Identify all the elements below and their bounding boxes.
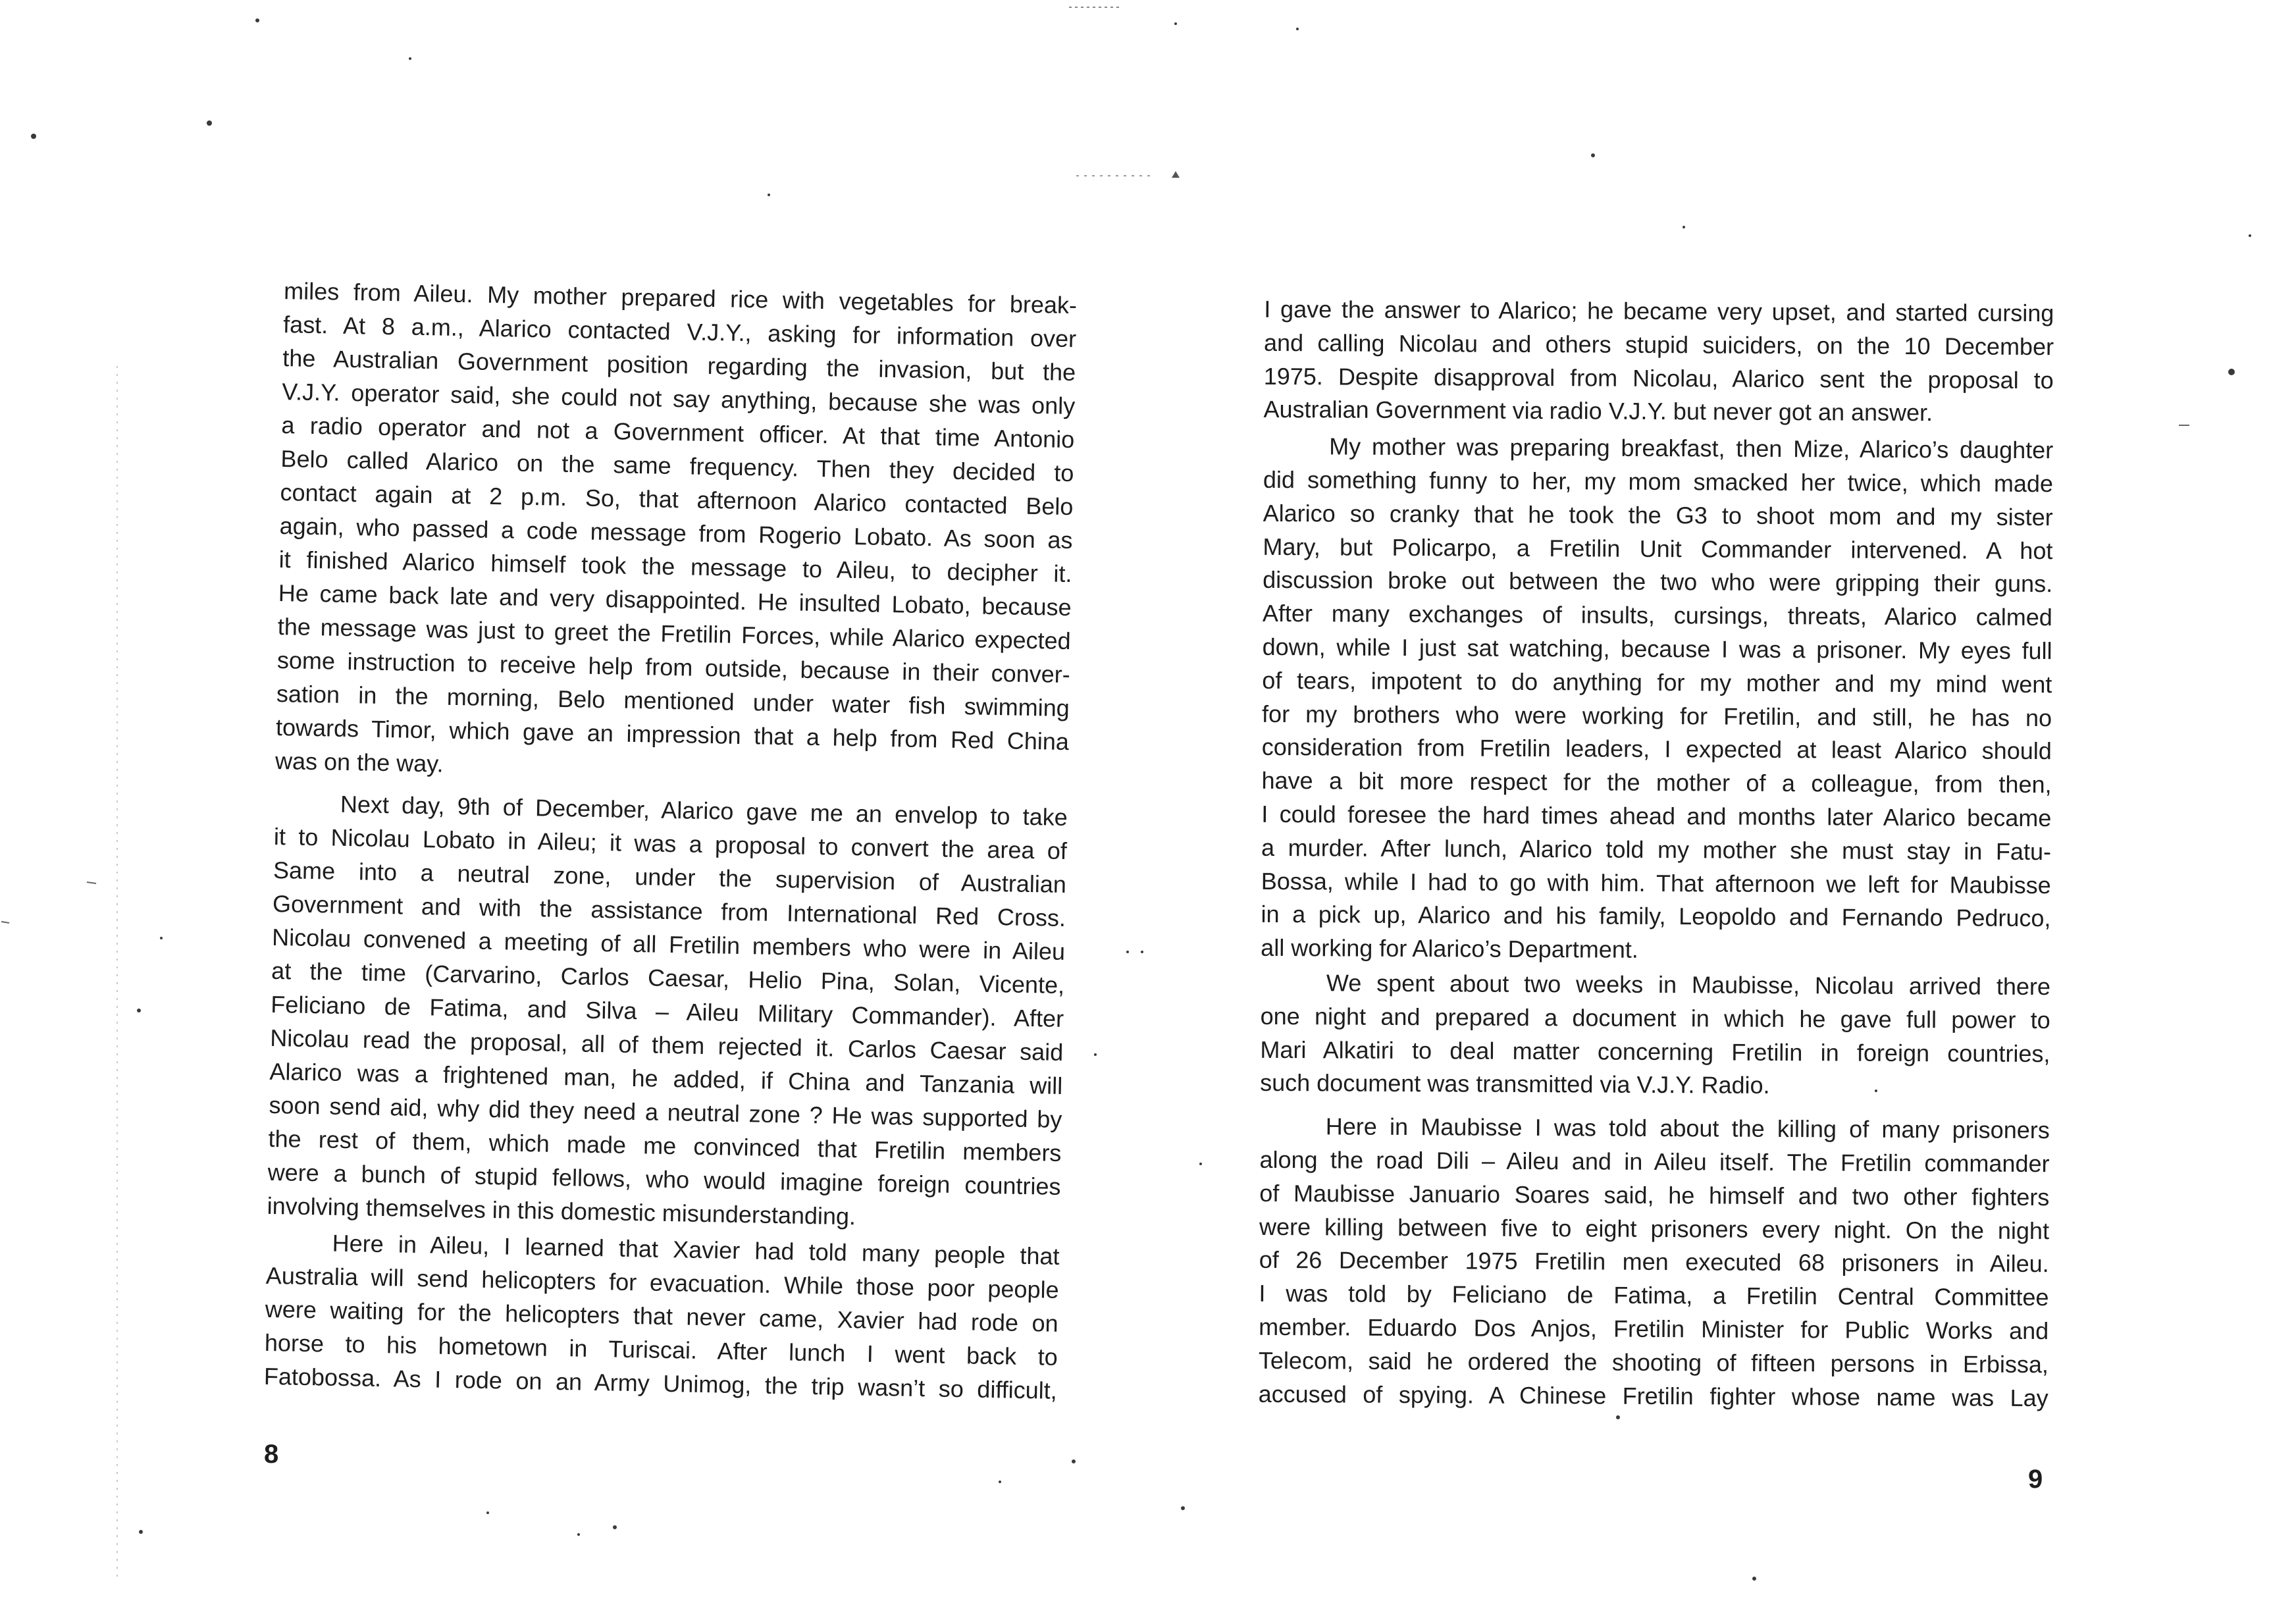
text-line: V.J.Y. operator said, she could not say anything, because she was only bbox=[282, 378, 1076, 420]
text-line: were waiting for the helicopters that never came, Xavier had rode on bbox=[265, 1295, 1059, 1337]
text-line: Here in Maubisse I was told about the killing of many prisoners bbox=[1325, 1113, 2050, 1144]
text-line: Australia will send helicopters for evacuation. While those poor people bbox=[265, 1261, 1059, 1303]
text-line: the Australian Government position regarding the invasion, but the bbox=[282, 344, 1076, 386]
text-line: towards Timor, which gave an impression that a help from Red China bbox=[275, 713, 1070, 756]
text-line: the message was just to greet the Fretilin Forces, while Alarico expected bbox=[277, 613, 1072, 655]
text-line: such document was transmitted via V.J.Y. Radio. bbox=[1260, 1069, 1770, 1099]
text-line: Same into a neutral zone, under the supervision of Australian bbox=[273, 856, 1067, 899]
text-line: it finished Alarico himself took the message to Aileu, to decipher it. bbox=[278, 546, 1072, 588]
text-line: My mother was preparing breakfast, then Mize, Alarico’s daughter bbox=[1329, 433, 2054, 464]
text-line: down, while I just sat watching, because I was a prisoner. My eyes full bbox=[1262, 633, 2052, 665]
text-line: Nicolau convened a meeting of all Fretilin members who were in Aileu bbox=[271, 923, 1066, 966]
text-line: soon send aid, why did they need a neutral zone ? He was supported by bbox=[269, 1091, 1062, 1133]
scan-speck bbox=[1072, 1459, 1076, 1463]
scan-speck bbox=[1126, 951, 1129, 953]
text-line: After many exchanges of insults, cursings, threats, Alarico calmed bbox=[1262, 600, 2052, 631]
text-line: contact again at 2 p.m. So, that afternoon Alarico contacted Belo bbox=[280, 479, 1074, 521]
text-line: did something funny to her, my mom smacked her twice, which made bbox=[1263, 465, 2054, 498]
scan-speck bbox=[1296, 28, 1299, 30]
text-line: Alarico so cranky that he took the G3 to shoot mom and my sister bbox=[1263, 499, 2053, 531]
text-line: Next day, 9th of December, Alarico gave me an envelop to take bbox=[340, 790, 1068, 831]
text-line: of Maubisse Januario Soares said, he himself and two other fighters bbox=[1259, 1179, 2050, 1211]
scan-speck bbox=[207, 120, 212, 126]
text-line: Fatobossa. As I rode on an Army Unimog, the trip wasn’t so difficult, bbox=[263, 1362, 1058, 1404]
text-line: Telecom, said he ordered the shooting of fifteen persons in Erbissa, bbox=[1258, 1346, 2049, 1378]
text-line: 1975. Despite disapproval from Nicolau, Alarico sent the proposal to bbox=[1263, 362, 2054, 394]
scan-speck bbox=[613, 1525, 617, 1529]
text-line: a radio operator and not a Government officer. At that time Antonio bbox=[281, 411, 1075, 454]
scan-speck bbox=[1174, 22, 1177, 25]
scan-speck bbox=[1683, 226, 1685, 228]
text-line: Here in Aileu, I learned that Xavier had told many people that bbox=[332, 1229, 1060, 1270]
scan-mark bbox=[87, 882, 96, 883]
text-line: I gave the answer to Alarico; he became very upset, and started cursing bbox=[1264, 295, 2054, 327]
text-line: horse to his hometown in Turiscai. After lunch I went back to bbox=[264, 1328, 1058, 1371]
page-number: 9 bbox=[2028, 1465, 2043, 1494]
scan-speck bbox=[999, 1481, 1001, 1483]
scan-speck bbox=[1094, 1053, 1097, 1056]
text-line: were a bunch of stupid fellows, who would imagine foreign countries bbox=[267, 1158, 1061, 1200]
scan-mark bbox=[1, 922, 9, 923]
scan-speck bbox=[409, 57, 411, 60]
text-line: again, who passed a code message from Rogerio Lobato. As soon as bbox=[279, 512, 1073, 554]
paragraph bbox=[267, 786, 1068, 1237]
page-number: 8 bbox=[264, 1440, 279, 1469]
text-line: Alarico was a frightened man, he added, if China and Tanzania will bbox=[269, 1057, 1063, 1099]
scan-speck bbox=[768, 194, 770, 196]
text-line: it to Nicolau Lobato in Aileu; it was a proposal to convert the area of bbox=[273, 822, 1068, 865]
text-line: Mari Alkatiri to deal matter concerning Fretilin in foreign countries, bbox=[1260, 1036, 2050, 1067]
text-line: at the time (Carvarino, Carlos Caesar, Helio Pina, Solan, Vicente, bbox=[271, 957, 1065, 999]
scan-speck bbox=[1591, 153, 1595, 157]
scan-speck bbox=[160, 937, 163, 939]
scan-speck bbox=[486, 1511, 489, 1514]
text-line: of 26 December 1975 Fretilin men executed 68 prisoners in Aileu. bbox=[1259, 1246, 2049, 1278]
text-line: the rest of them, which made me convinced that Fretilin members bbox=[268, 1124, 1062, 1167]
text-line: He came back late and very disappointed. He insulted Lobato, because bbox=[278, 579, 1072, 621]
text-line: I was told by Feliciano de Fatima, a Fretilin Central Committee bbox=[1259, 1279, 2049, 1311]
scan-speck bbox=[2228, 369, 2235, 375]
text-line: all working for Alarico’s Department. bbox=[1261, 933, 1638, 963]
text-line: involving themselves in this domestic misunderstanding. bbox=[267, 1192, 856, 1230]
text-line: for my brothers who were working for Fretilin, and still, he has no bbox=[1262, 700, 2052, 731]
paragraph bbox=[275, 274, 1078, 792]
scan-speck bbox=[31, 134, 36, 139]
scan-speck bbox=[1181, 1506, 1185, 1510]
paragraph bbox=[1260, 966, 2050, 1104]
text-line: sation in the morning, Belo mentioned under water fish swimming bbox=[276, 679, 1070, 722]
scan-mark bbox=[1172, 171, 1180, 178]
paragraph bbox=[1259, 1110, 2050, 1415]
text-line: Belo called Alarico on the same frequency. Then they decided to bbox=[280, 445, 1074, 487]
text-line: along the road Dili – Aileu and in Aileu itself. The Fretilin commander bbox=[1259, 1145, 2050, 1178]
page-8-text bbox=[264, 274, 1078, 1407]
text-line: I could foresee the hard times ahead and months later Alarico became bbox=[1261, 800, 2052, 832]
text-line: have a bit more respect for the mother of a colleague, from then, bbox=[1261, 767, 2052, 799]
scan-speck bbox=[1616, 1415, 1620, 1419]
text-line: some instruction to receive help from outside, because in their conver- bbox=[276, 646, 1071, 689]
text-line: was on the way. bbox=[274, 747, 444, 777]
text-line: Mary, but Policarpo, a Fretilin Unit Commander intervened. A hot bbox=[1263, 533, 2053, 564]
text-line: Government and with the assistance from International Red Cross. bbox=[272, 889, 1066, 932]
text-line: fast. At 8 a.m., Alarico contacted V.J.Y., asking for information over bbox=[282, 311, 1077, 353]
text-line: miles from Aileu. My mother prepared rice with vegetables for break- bbox=[283, 277, 1078, 319]
scan-speck bbox=[139, 1530, 143, 1534]
paragraph bbox=[1263, 293, 2054, 431]
text-line: of tears, impotent to do anything for my mother and my mind went bbox=[1262, 666, 2052, 698]
text-line: Australian Government via radio V.J.Y. but never got an answer. bbox=[1263, 396, 1933, 427]
scan-speck bbox=[137, 1009, 141, 1012]
scan-speck bbox=[255, 18, 259, 22]
text-line: member. Eduardo Dos Anjos, Fretilin Minister for Public Works and bbox=[1259, 1313, 2049, 1345]
text-line: one night and prepared a document in which he gave full power to bbox=[1260, 1002, 2050, 1034]
text-line: Feliciano de Fatima, and Silva – Aileu Military Commander). After bbox=[270, 990, 1064, 1032]
text-line: We spent about two weeks in Maubisse, Nicolau arrived there bbox=[1326, 969, 2051, 1001]
scan-speck bbox=[1752, 1577, 1756, 1581]
paragraph bbox=[1261, 430, 2053, 969]
scan-speck bbox=[1141, 951, 1143, 953]
text-line: and calling Nicolau and others stupid suiciders, on the 10 December bbox=[1263, 328, 2054, 360]
text-line: Nicolau read the proposal, all of them rejected it. Carlos Caesar said bbox=[270, 1024, 1064, 1066]
text-line: accused of spying. A Chinese Fretilin fighter whose name was Lay bbox=[1258, 1380, 2048, 1411]
scan-speck bbox=[2249, 234, 2251, 237]
scan-speck bbox=[1199, 1163, 1202, 1165]
scan-speck bbox=[577, 1533, 580, 1536]
text-line: Bossa, while I had to go with him. That afternoon we left for Maubisse bbox=[1261, 867, 2051, 899]
paragraph bbox=[264, 1225, 1060, 1407]
text-line: discussion broke out between the two who were gripping their guns. bbox=[1263, 566, 2053, 598]
text-line: were killing between five to eight prisoners every night. On the night bbox=[1259, 1213, 2050, 1244]
text-line: in a pick up, Alarico and his family, Leopoldo and Fernando Pedruco, bbox=[1261, 901, 2051, 932]
text-line: consideration from Fretilin leaders, I expected at least Alarico should bbox=[1261, 733, 2052, 765]
page-9-text bbox=[1259, 293, 2054, 1415]
text-line: a murder. After lunch, Alarico told my mother she must stay in Fatu- bbox=[1261, 833, 2052, 865]
